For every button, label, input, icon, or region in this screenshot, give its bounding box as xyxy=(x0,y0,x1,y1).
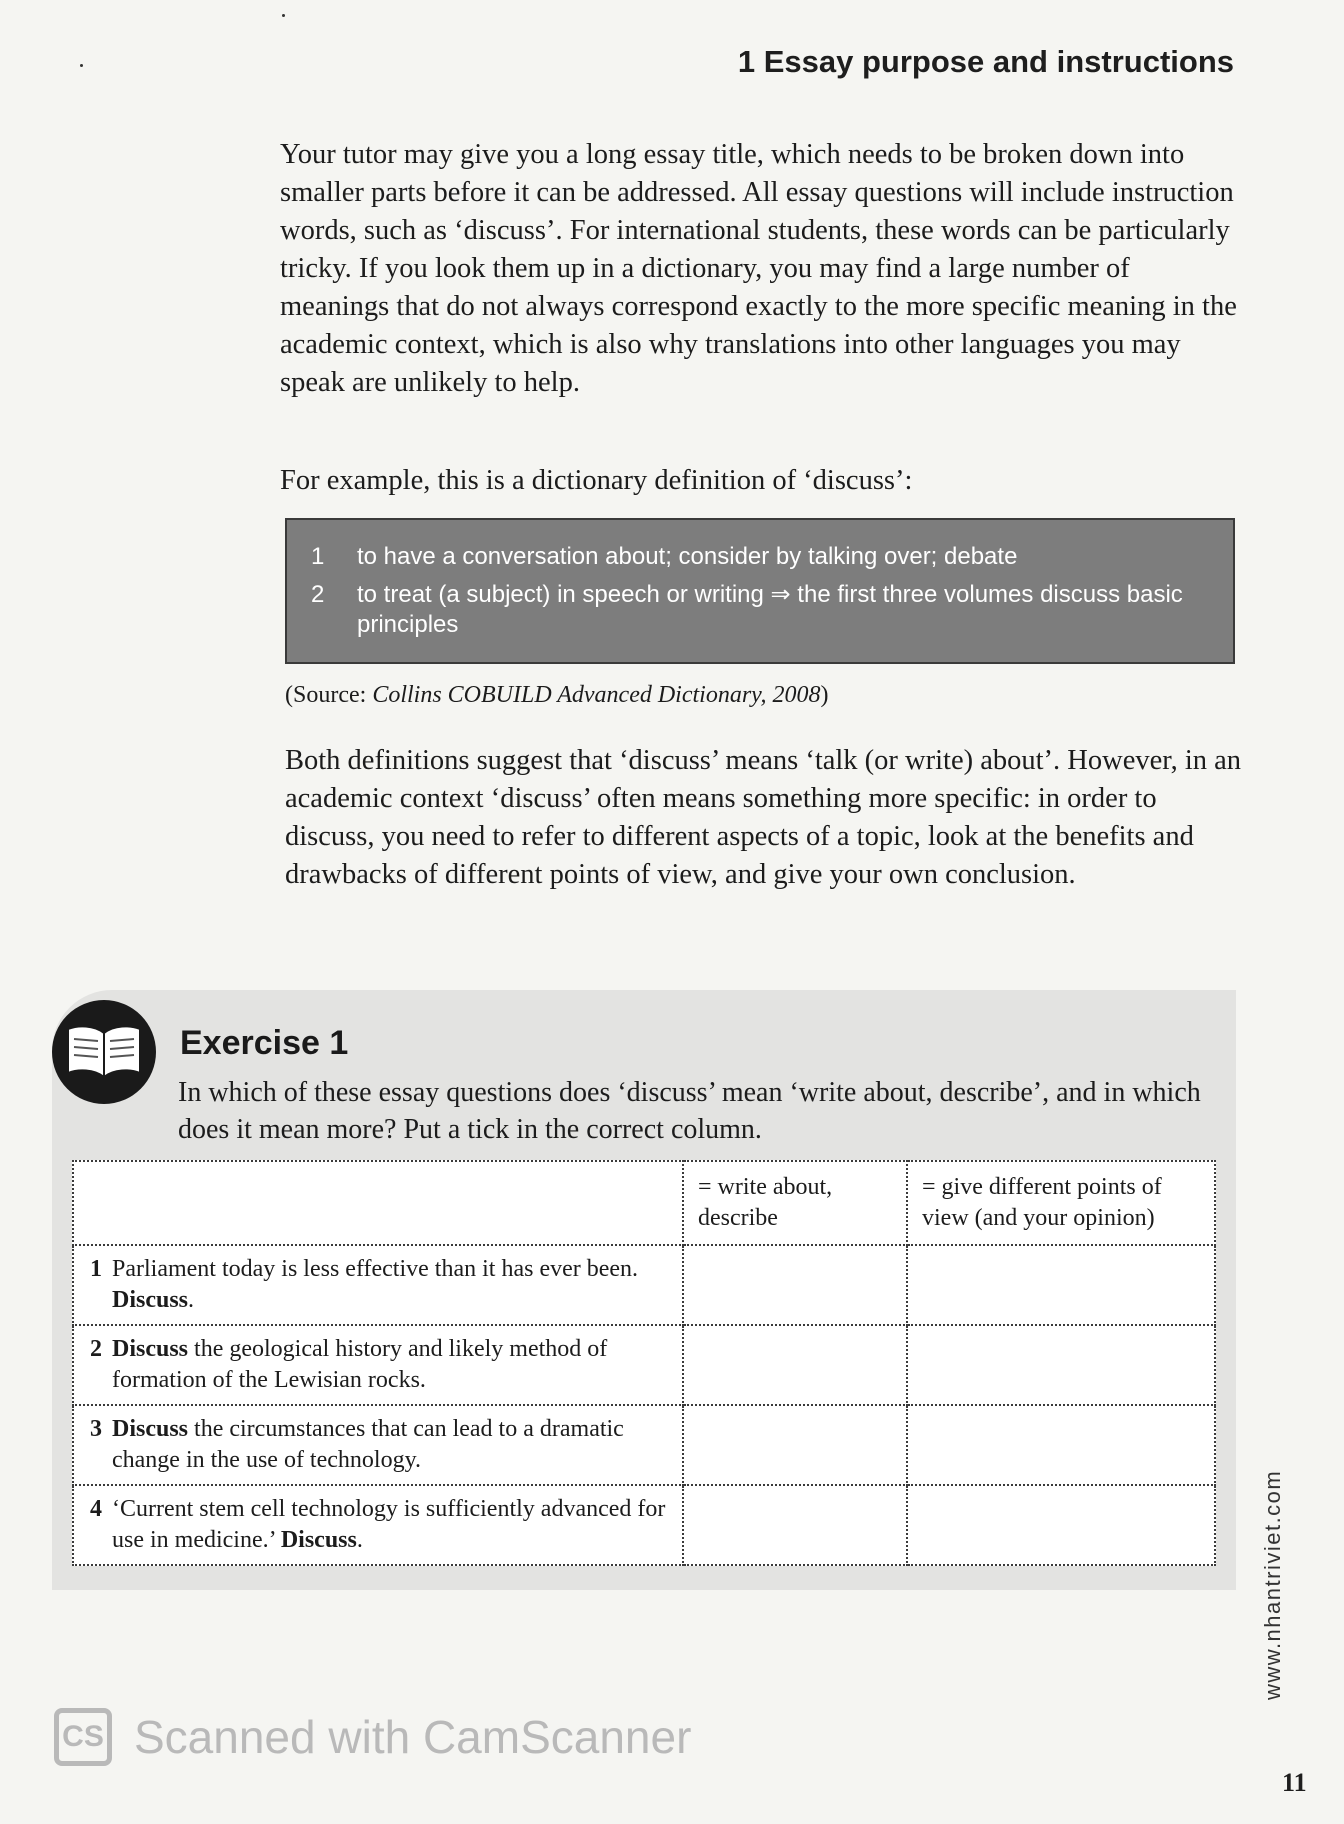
question-number: 4 xyxy=(90,1496,102,1522)
entry-text: to have a conversation about; consider by talking over; debate xyxy=(357,543,1018,570)
tick-cell-points-of-view[interactable] xyxy=(907,1405,1215,1485)
question-cell xyxy=(73,1245,683,1325)
question-cell xyxy=(73,1405,683,1485)
column-header-points-of-view: = give different points of view (and your opinion) xyxy=(907,1161,1215,1245)
open-book-icon xyxy=(52,1000,156,1104)
question-text: Discuss the geological history and likely method of formation of the Lewisian rocks. xyxy=(112,1336,608,1393)
intro-paragraph: Your tutor may give you a long essay title, which needs to be broken down into smaller parts before it can be addressed. All essay questions will include instruction words, such as ‘discuss’. For international students, these words can be particularly tricky. If you look them up in a dictionary, you may find a large number of meanings that do not always correspond exactly to the more specific meaning in the academic context, which is also why translations into other languages you may speak are unlikely to help. xyxy=(280,139,1237,398)
source-citation xyxy=(285,682,829,709)
source-prefix: (Source: xyxy=(285,682,373,708)
tick-cell-describe[interactable] xyxy=(683,1325,907,1405)
scanner-watermark xyxy=(54,1708,691,1766)
table-row xyxy=(73,1245,1215,1325)
stray-dot xyxy=(282,14,285,17)
question-cell xyxy=(73,1485,683,1565)
tick-cell-describe[interactable] xyxy=(683,1245,907,1325)
entry-number: 2 xyxy=(311,581,325,608)
table-row xyxy=(73,1405,1215,1485)
scanner-text: Scanned with CamScanner xyxy=(134,1711,692,1763)
example-lead: For example, this is a dictionary definition of ‘discuss’: xyxy=(280,465,913,496)
question-number: 1 xyxy=(90,1256,102,1282)
tick-cell-points-of-view[interactable] xyxy=(907,1325,1215,1405)
dictionary-entry xyxy=(311,542,1203,572)
entry-text: to treat (a subject) in speech or writing ⇒ the first three volumes discuss basic principles xyxy=(357,581,1183,638)
table-row xyxy=(73,1325,1215,1405)
question-number: 2 xyxy=(90,1336,102,1362)
table-row xyxy=(73,1485,1215,1565)
question-text: Discuss the circumstances that can lead to a dramatic change in the use of technology. xyxy=(112,1416,624,1473)
chapter-title: 1 Essay purpose and instructions xyxy=(737,44,1234,79)
column-header-describe: = write about, describe xyxy=(683,1161,907,1245)
dictionary-definition-box xyxy=(285,518,1235,664)
tick-cell-points-of-view[interactable] xyxy=(907,1485,1215,1565)
exercise-title: Exercise 1 xyxy=(180,1024,349,1062)
dictionary-entry xyxy=(311,580,1203,640)
source-title: Collins COBUILD Advanced Dictionary, 2008 xyxy=(372,682,821,708)
table-header-row xyxy=(73,1161,1215,1245)
header-empty-cell xyxy=(73,1161,683,1245)
question-text: ‘Current stem cell technology is sufficiently advanced for use in medicine.’ Discuss. xyxy=(112,1496,666,1553)
stray-dot xyxy=(80,64,83,67)
tick-cell-describe[interactable] xyxy=(683,1405,907,1485)
tick-cell-points-of-view[interactable] xyxy=(907,1245,1215,1325)
question-cell xyxy=(73,1325,683,1405)
question-number: 3 xyxy=(90,1416,102,1442)
exercise-table xyxy=(72,1160,1216,1566)
camscanner-logo-icon: CS xyxy=(54,1708,112,1766)
source-suffix: ) xyxy=(820,682,829,708)
tick-cell-describe[interactable] xyxy=(683,1485,907,1565)
entry-number: 1 xyxy=(311,543,325,570)
page-number: 11 xyxy=(1282,1768,1307,1797)
question-text: Parliament today is less effective than it has ever been. Discuss. xyxy=(112,1256,639,1313)
exercise-instruction: In which of these essay questions does ‘discuss’ mean ‘write about, describe’, and in which does it mean more? Put a tick in the correct column. xyxy=(178,1077,1201,1145)
website-url: www.nhantriviet.com xyxy=(1260,1469,1285,1700)
explanation-paragraph: Both definitions suggest that ‘discuss’ means ‘talk (or write) about’. However, in an academic context ‘discuss’ often means something more specific: in order to discuss, you need to refer to different aspects of a topic, look at the benefits and drawbacks of different points of view, and give your own conclusion. xyxy=(285,745,1242,890)
